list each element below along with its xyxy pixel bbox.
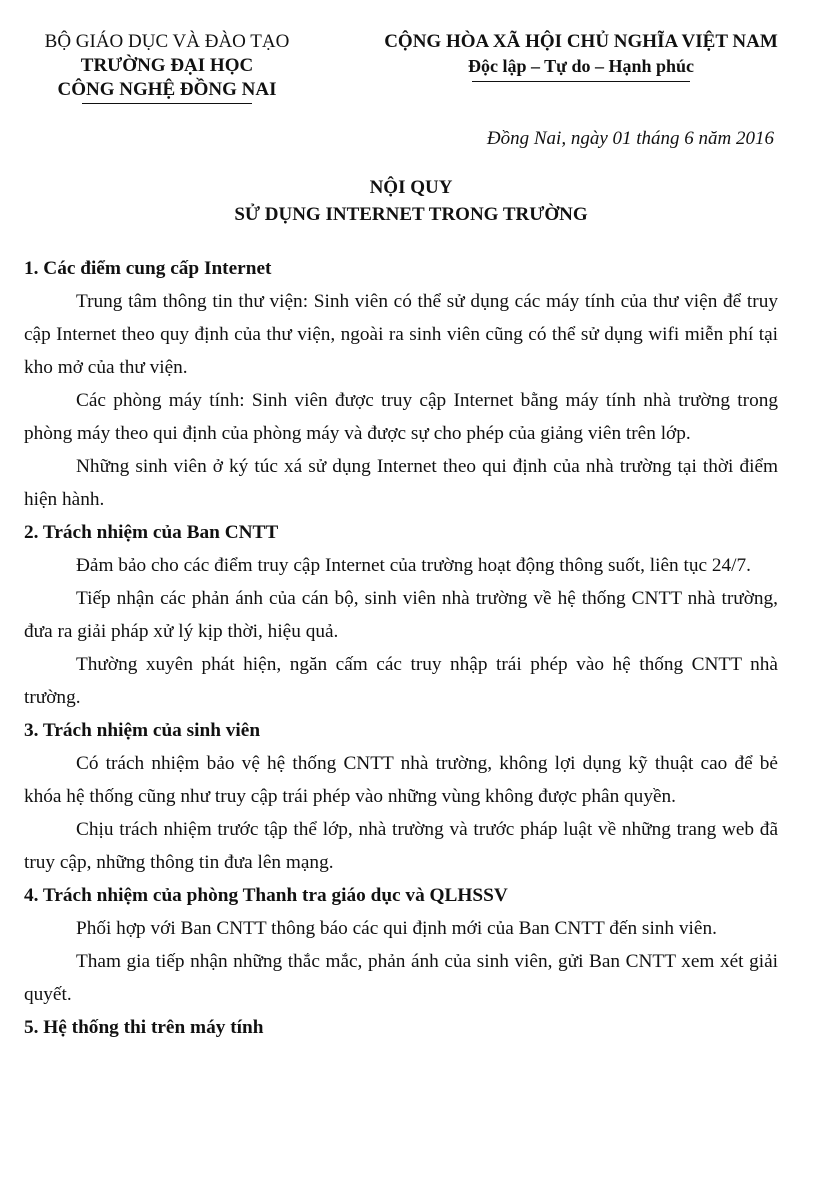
issuer-underline: [82, 103, 252, 104]
paragraph: Phối hợp với Ban CNTT thông báo các qui định mới của Ban CNTT đến sinh viên.: [76, 918, 717, 939]
dateline: Đồng Nai, ngày 01 tháng 6 năm 2016: [486, 128, 774, 149]
ministry-name: BỘ GIÁO DỤC VÀ ĐÀO TẠO: [44, 31, 290, 52]
school-name-line2: CÔNG NGHỆ ĐỒNG NAI: [57, 79, 277, 100]
paragraph: Trung tâm thông tin thư viện: Sinh viên có thể sử dụng các máy tính của thư viện để truy cập Internet theo quy định của thư viện, ngoài ra sinh viên cũng có thể sử dụng wifi miễn phí tại kho mở của thư viện.: [24, 291, 778, 378]
paragraph: Có trách nhiệm bảo vệ hệ thống CNTT nhà trường, không lợi dụng kỹ thuật cao để bẻ khóa hệ thống cũng như truy cập trái phép vào những vùng không được phân quyền.: [24, 753, 778, 807]
paragraph: Các phòng máy tính: Sinh viên được truy cập Internet bằng máy tính nhà trường trong phòng máy theo qui định của phòng máy và được sự cho phép của giảng viên trên lớp.: [24, 390, 778, 444]
section-heading: 4. Trách nhiệm của phòng Thanh tra giáo dục và QLHSSV: [24, 885, 508, 906]
motto-underline: [472, 81, 690, 82]
paragraph: Thường xuyên phát hiện, ngăn cấm các truy nhập trái phép vào hệ thống CNTT nhà trường.: [24, 654, 778, 708]
national-heading: [346, 30, 816, 82]
paragraph: Những sinh viên ở ký túc xá sử dụng Internet theo qui định của nhà trường tại thời điểm hiện hành.: [24, 456, 778, 510]
country-name: CỘNG HÒA XÃ HỘI CHỦ NGHĨA VIỆT NAM: [384, 31, 778, 52]
section-heading: 2. Trách nhiệm của Ban CNTT: [24, 522, 279, 543]
school-name-line1: TRƯỜNG ĐẠI HỌC: [80, 55, 254, 76]
document-body: [24, 252, 778, 1044]
paragraph: Tiếp nhận các phản ánh của cán bộ, sinh viên nhà trường về hệ thống CNTT nhà trường, đưa ra giải pháp xử lý kịp thời, hiệu quả.: [24, 588, 778, 642]
national-motto: Độc lập – Tự do – Hạnh phúc: [467, 56, 695, 76]
title-line1: NỘI QUY: [369, 177, 453, 198]
section-heading: 5. Hệ thống thi trên máy tính: [24, 1017, 264, 1038]
section-heading: 1. Các điểm cung cấp Internet: [24, 258, 272, 279]
section-heading: 3. Trách nhiệm của sinh viên: [24, 720, 261, 741]
document-title: [0, 174, 822, 228]
paragraph: Đảm bảo cho các điểm truy cập Internet của trường hoạt động thông suốt, liên tục 24/7.: [76, 555, 751, 576]
title-line2: SỬ DỤNG INTERNET TRONG TRƯỜNG: [234, 204, 588, 225]
section-5: [24, 1011, 778, 1044]
issuer-block: [22, 30, 312, 104]
section-2: [24, 516, 778, 714]
paragraph: Tham gia tiếp nhận những thắc mắc, phản ánh của sinh viên, gửi Ban CNTT xem xét giải quyết.: [24, 951, 778, 1005]
section-1: [24, 252, 778, 516]
section-3: [24, 714, 778, 879]
section-4: [24, 879, 778, 1011]
paragraph: Chịu trách nhiệm trước tập thể lớp, nhà trường và trước pháp luật về những trang web đã truy cập, những thông tin đưa lên mạng.: [24, 819, 778, 873]
